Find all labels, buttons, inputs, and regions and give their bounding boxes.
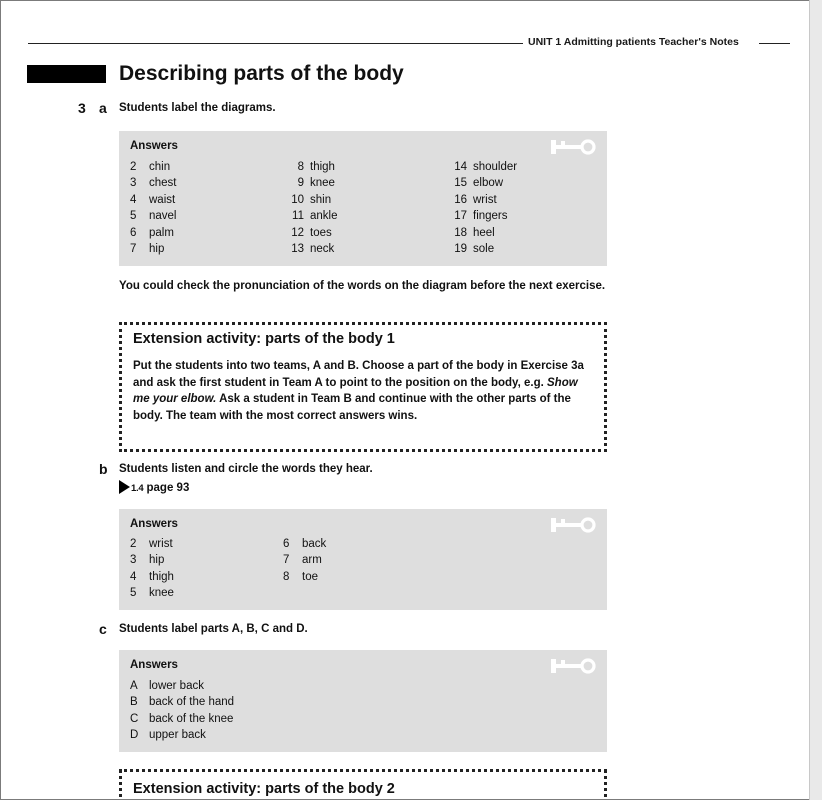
answers-b-col1 xyxy=(130,536,174,602)
section-title: Describing parts of the body xyxy=(119,62,404,85)
list-item: 17 fingers xyxy=(454,210,508,223)
list-item: 8 toe xyxy=(283,570,318,583)
part-a-instruction: Students label the diagrams. xyxy=(119,102,276,114)
list-item: 16 wrist xyxy=(454,193,497,206)
part-b-letter: b xyxy=(99,461,108,477)
answers-a-col2 xyxy=(285,159,338,257)
list-item: 18 heel xyxy=(454,226,495,239)
list-item: 5 navel xyxy=(130,210,177,223)
list-item: 14 shoulder xyxy=(454,161,518,173)
extension-activity-1 xyxy=(119,322,607,452)
list-item: 2 wrist xyxy=(130,538,173,550)
running-head: UNIT 1 Admitting patients Teacher's Notes xyxy=(528,36,739,48)
list-item: 9 knee xyxy=(297,177,335,190)
answers-title: Answers xyxy=(130,140,178,152)
part-b-instruction: Students listen and circle the words they hear. xyxy=(119,463,373,475)
list-item: C back of the knee xyxy=(130,712,234,725)
extension-activity-2 xyxy=(119,769,607,800)
audio-reference xyxy=(119,480,189,494)
header-rule-right xyxy=(759,43,790,44)
extension-2-title: Extension activity: parts of the body 2 xyxy=(133,781,395,797)
list-item: 7 arm xyxy=(283,554,322,567)
list-item: 3 hip xyxy=(130,554,165,567)
list-item: 5 knee xyxy=(130,587,174,600)
key-icon xyxy=(549,138,597,156)
list-item: 15 elbow xyxy=(454,177,504,190)
vertical-scrollbar[interactable] xyxy=(809,0,822,800)
audio-track: 1.4 xyxy=(131,483,144,494)
answers-title: Answers xyxy=(130,518,178,530)
list-item: 4 waist xyxy=(130,193,176,206)
extension-1-title: Extension activity: parts of the body 1 xyxy=(133,331,395,347)
pronunciation-note: You could check the pronunciation of the words on the diagram before the next exercise. xyxy=(119,280,606,292)
part-c-instruction: Students label parts A, B, C and D. xyxy=(119,623,308,635)
list-item: 13 neck xyxy=(291,243,335,256)
list-item: D upper back xyxy=(130,729,206,742)
exercise-number: 3 xyxy=(78,100,86,116)
list-item: 19 sole xyxy=(454,243,495,256)
answers-a-col3 xyxy=(448,159,517,257)
key-icon xyxy=(549,657,597,675)
list-item: 7 hip xyxy=(130,243,165,256)
answers-a-col1 xyxy=(130,159,177,257)
answers-title: Answers xyxy=(130,659,178,671)
list-item: 10 shin xyxy=(291,193,332,206)
answers-box-b xyxy=(119,509,607,610)
answers-b-col2 xyxy=(283,536,326,585)
list-item: 6 palm xyxy=(130,226,174,239)
answers-box-a xyxy=(119,131,607,266)
section-marker-bar xyxy=(27,65,106,83)
list-item: 11 ankle xyxy=(292,210,338,223)
list-item: B back of the hand xyxy=(130,696,235,709)
extension-1-body: Put the students into two teams, A and B. Choose a part of the body in Exercise 3a and ask the first student in Team A to point to the position on the body, e.g. Show me your elbow. Ask a student in Team B and continue with the other parts of the body. The team with the most correct answers wins. xyxy=(133,360,584,422)
list-item: 3 chest xyxy=(130,177,177,190)
audio-page: page 93 xyxy=(146,482,190,494)
answers-c-col1 xyxy=(130,678,234,744)
list-item: 8 thigh xyxy=(297,161,335,173)
list-item: A lower back xyxy=(130,680,204,692)
list-item: 4 thigh xyxy=(130,570,174,583)
part-c-letter: c xyxy=(99,621,107,637)
part-a-letter: a xyxy=(99,100,107,116)
key-icon xyxy=(549,516,597,534)
list-item: 6 back xyxy=(283,538,327,550)
list-item: 12 toes xyxy=(291,226,332,239)
example-phrase: Show me your elbow. xyxy=(133,376,578,406)
header-rule-left xyxy=(28,43,523,44)
list-item: 2 chin xyxy=(130,161,171,173)
play-triangle-icon xyxy=(119,480,130,494)
answers-box-c xyxy=(119,650,607,752)
